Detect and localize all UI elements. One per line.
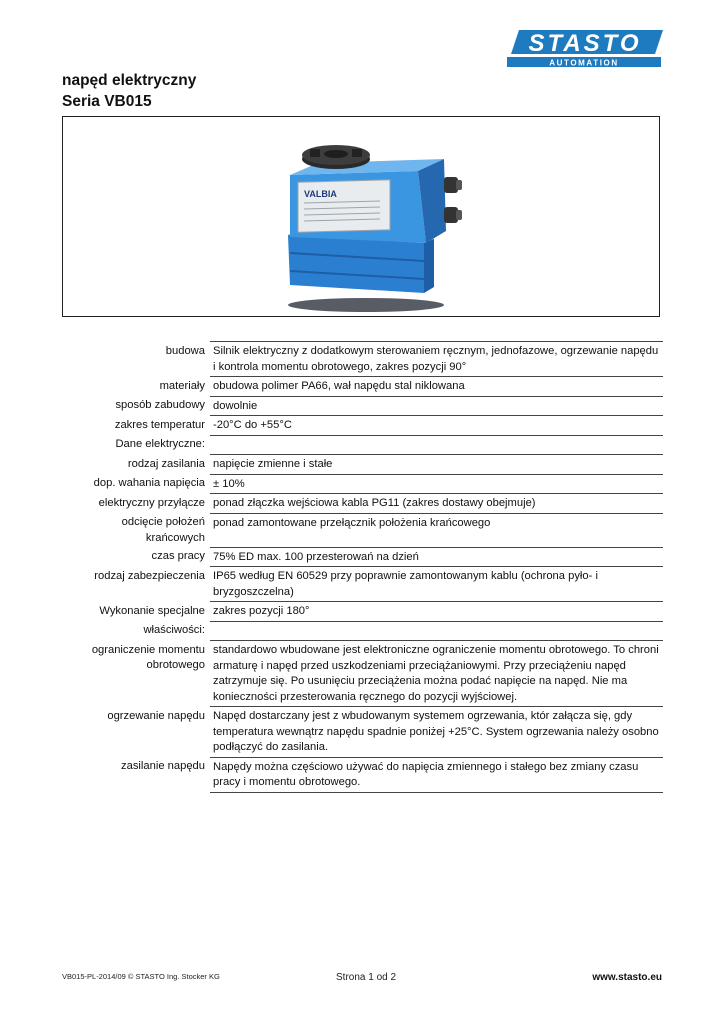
spec-row: [62, 602, 663, 622]
spec-row: [62, 377, 663, 397]
spec-row: [62, 567, 663, 602]
spec-row: [62, 513, 663, 547]
spec-value: IP65 według EN 60529 przy poprawnie zamontowanym kablu (ochrona pyło- i bryzgoszczelna): [210, 567, 663, 602]
spec-label: zasilanie napędu: [121, 760, 205, 772]
spec-row: [62, 547, 663, 567]
spec-label: rodzaj zabezpieczenia: [94, 569, 205, 582]
spec-label: Wykonanie specjalne: [99, 604, 205, 617]
specifications-table: [62, 341, 663, 793]
title-line-2: Seria VB015: [62, 93, 152, 110]
product-image-frame: [62, 116, 660, 317]
spec-value: standardowo wbudowane jest elektroniczne ograniczenie momentu obrotowego. To chroni armaturę i napęd przed uszkodzeniami przeciążaniowymi. Przy przeciążeniu napęd zatrzymuje się. Po usunięciu przeciążenia można podać napięcie na napęd. Nie ma konieczności przesterowania ręcznego do pozycji wyjściowej.: [210, 641, 663, 707]
spec-row: [62, 707, 663, 758]
title-line-1: napęd elektryczny: [62, 72, 197, 89]
page-title: [62, 70, 196, 112]
spec-value: zakres pozycji 180°: [210, 602, 663, 622]
actuator-product-image: [268, 135, 468, 315]
logo-brand: STASTO: [528, 30, 642, 57]
spec-row: [62, 621, 663, 641]
spec-value: ponad złączka wejściowa kabla PG11 (zakres dostawy obejmuje): [210, 494, 663, 514]
spec-row: [62, 342, 663, 377]
spec-label: ogrzewanie napędu: [107, 709, 205, 722]
spec-label: rodzaj zasilania: [127, 457, 205, 470]
spec-row: [62, 757, 663, 792]
spec-value: ± 10%: [210, 474, 663, 494]
spec-label: sposób zabudowy: [115, 399, 205, 411]
spec-value: obudowa polimer PA66, wał napędu stal niklowana: [210, 377, 663, 397]
footer-page-number: Strona 1 od 2: [336, 972, 397, 983]
spec-label: budowa: [165, 344, 205, 357]
spec-value: Silnik elektryczny z dodatkowym sterowaniem ręcznym, jednofazowe, ogrzewanie napędu i kontrola momentu obrotowego, zakres pozycji 90°: [210, 342, 663, 377]
spec-label: czas pracy: [151, 550, 205, 562]
spec-label: zakres temperatur: [114, 418, 205, 431]
spec-value: dowolnie: [210, 396, 663, 416]
spec-row: [62, 416, 663, 436]
actuator-label-brand: VALBIA: [304, 189, 337, 199]
spec-label: ograniczenie momentu obrotowego: [91, 643, 205, 671]
footer-document-id: VB015-PL-2014/09 © STASTO Ing. Stocker KG: [62, 972, 220, 981]
spec-value: Napędy można częściowo używać do napięcia zmiennego i stałego bez zmiany czasu pracy i momentu obrotowego.: [210, 757, 663, 792]
spec-label: właściwości:: [143, 624, 205, 636]
spec-label: elektryczny przyłącze: [98, 496, 205, 509]
spec-label: materiały: [159, 379, 205, 392]
spec-value: [210, 621, 663, 641]
spec-row: [62, 494, 663, 514]
spec-value: [210, 435, 663, 455]
spec-row: [62, 474, 663, 494]
spec-value: ponad zamontowane przełącznik położenia krańcowego: [210, 513, 663, 547]
spec-value: 75% ED max. 100 przesterowań na dzień: [210, 547, 663, 567]
logo-subtitle: AUTOMATION: [549, 58, 619, 68]
spec-value: -20°C do +55°C: [210, 416, 663, 436]
footer-website: www.stasto.eu: [592, 972, 662, 983]
spec-value: Napęd dostarczany jest z wbudowanym systemem ogrzewania, któr załącza się, gdy temperatura wewnątrz napędu spadnie poniżej +25°C. System ogrzewania należy osobno podłączyć do zasilania.: [210, 707, 663, 758]
spec-label: odcięcie położeń krańcowych: [121, 516, 205, 544]
stasto-logo: [505, 26, 663, 68]
spec-label: dop. wahania napięcia: [93, 477, 205, 489]
spec-label: Dane elektryczne:: [115, 438, 205, 450]
spec-row: [62, 641, 663, 707]
spec-row: [62, 396, 663, 416]
spec-row: [62, 435, 663, 455]
spec-row: [62, 455, 663, 475]
spec-value: napięcie zmienne i stałe: [210, 455, 663, 475]
